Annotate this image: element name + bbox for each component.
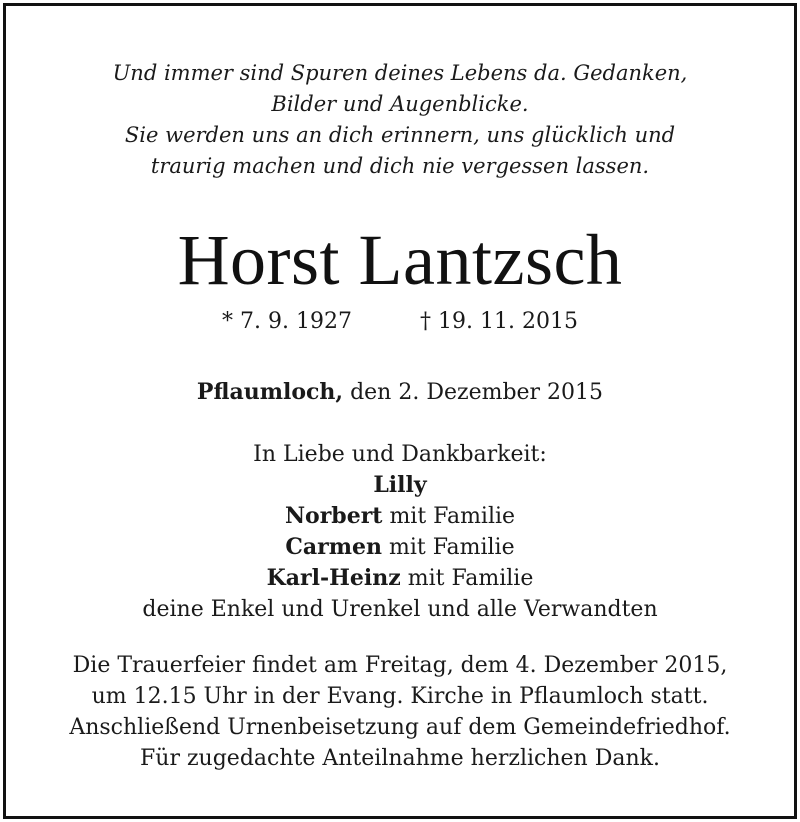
mourner-entry — [6, 532, 794, 563]
obituary-frame — [3, 3, 797, 819]
place-name: Pflaumloch, — [196, 379, 344, 405]
mourner-entry — [6, 501, 794, 532]
mourner-suffix: mit Familie — [382, 504, 516, 529]
death-date: † 19. 11. 2015 — [420, 309, 578, 334]
obituary-content — [6, 6, 794, 816]
poem-line: Und immer sind Spuren deines Lebens da. Gedanken, — [112, 61, 688, 85]
service-line: Die Trauerfeier findet am Freitag, dem 4. Dezember 2015, — [72, 653, 728, 678]
poem-line: Bilder und Augenblicke. — [271, 92, 529, 116]
notice-date: den 2. Dezember 2015 — [343, 380, 604, 405]
mourners-list — [6, 439, 794, 625]
memorial-poem — [6, 58, 794, 182]
deceased-name: Horst Lantzsch — [177, 220, 623, 300]
poem-line: Sie werden uns an dich erinnern, uns glücklich und — [124, 123, 676, 147]
mourner-suffix: mit Familie — [382, 535, 515, 560]
service-line: Anschließend Urnenbeisetzung auf dem Gemeindefriedhof. — [69, 715, 731, 740]
mourners-closing: deine Enkel und Urenkel und alle Verwandten — [142, 597, 658, 622]
life-dates — [6, 306, 794, 338]
mourner-entry — [6, 470, 794, 501]
mourner-name: Lilly — [373, 472, 427, 498]
service-line: um 12.15 Uhr in der Evang. Kirche in Pflaumloch statt. — [91, 684, 709, 709]
mourner-suffix: mit Familie — [400, 566, 534, 591]
poem-line: traurig machen und dich nie vergessen lassen. — [150, 154, 650, 178]
mourner-entry — [6, 563, 794, 594]
mourner-name: Carmen — [285, 534, 383, 560]
mourners-intro: In Liebe und Dankbarkeit: — [253, 442, 547, 467]
service-line: Für zugedachte Anteilnahme herzlichen Dank. — [140, 746, 660, 771]
mourner-name: Norbert — [284, 503, 383, 529]
funeral-service-info — [6, 650, 794, 774]
mourner-name: Karl-Heinz — [266, 565, 401, 591]
birth-date: * 7. 9. 1927 — [222, 309, 352, 334]
place-and-date — [6, 376, 794, 409]
